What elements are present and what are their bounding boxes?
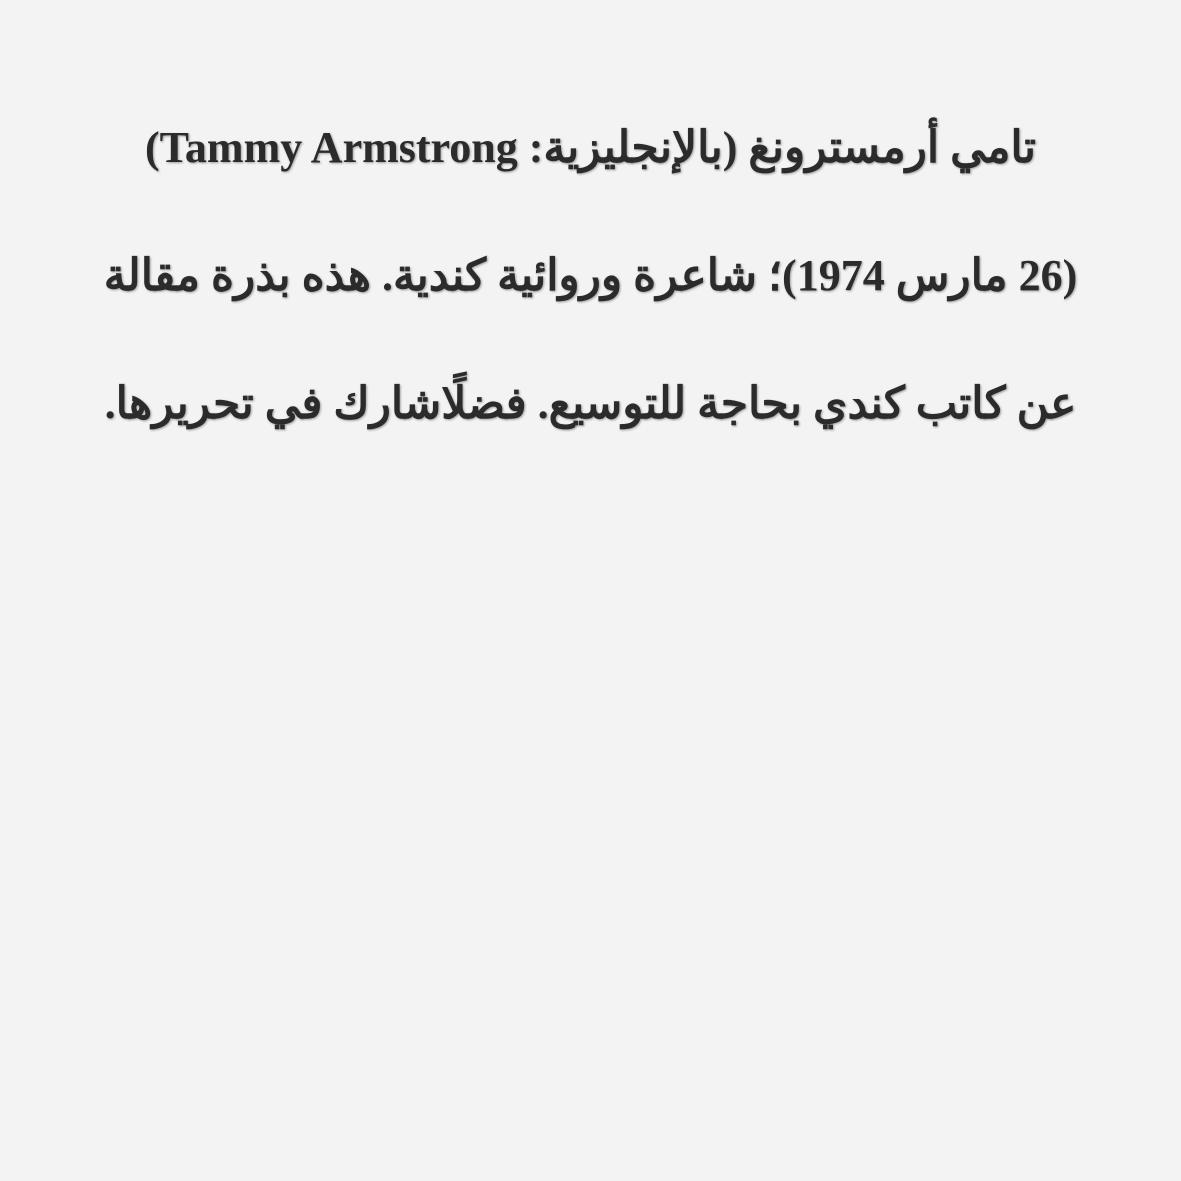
article-line-1: تامي أرمسترونغ (بالإنجليزية: Tammy Armstrong)	[144, 123, 1037, 172]
article-text	[90, 112, 1091, 496]
article-line-2: (26 مارس 1974)؛ شاعرة وروائية كندية. هذه بذرة مقالة	[103, 251, 1078, 300]
article-line-3: عن كاتب كندي بحاجة للتوسيع. فضلًاشارك في تحريرها.	[104, 379, 1077, 428]
